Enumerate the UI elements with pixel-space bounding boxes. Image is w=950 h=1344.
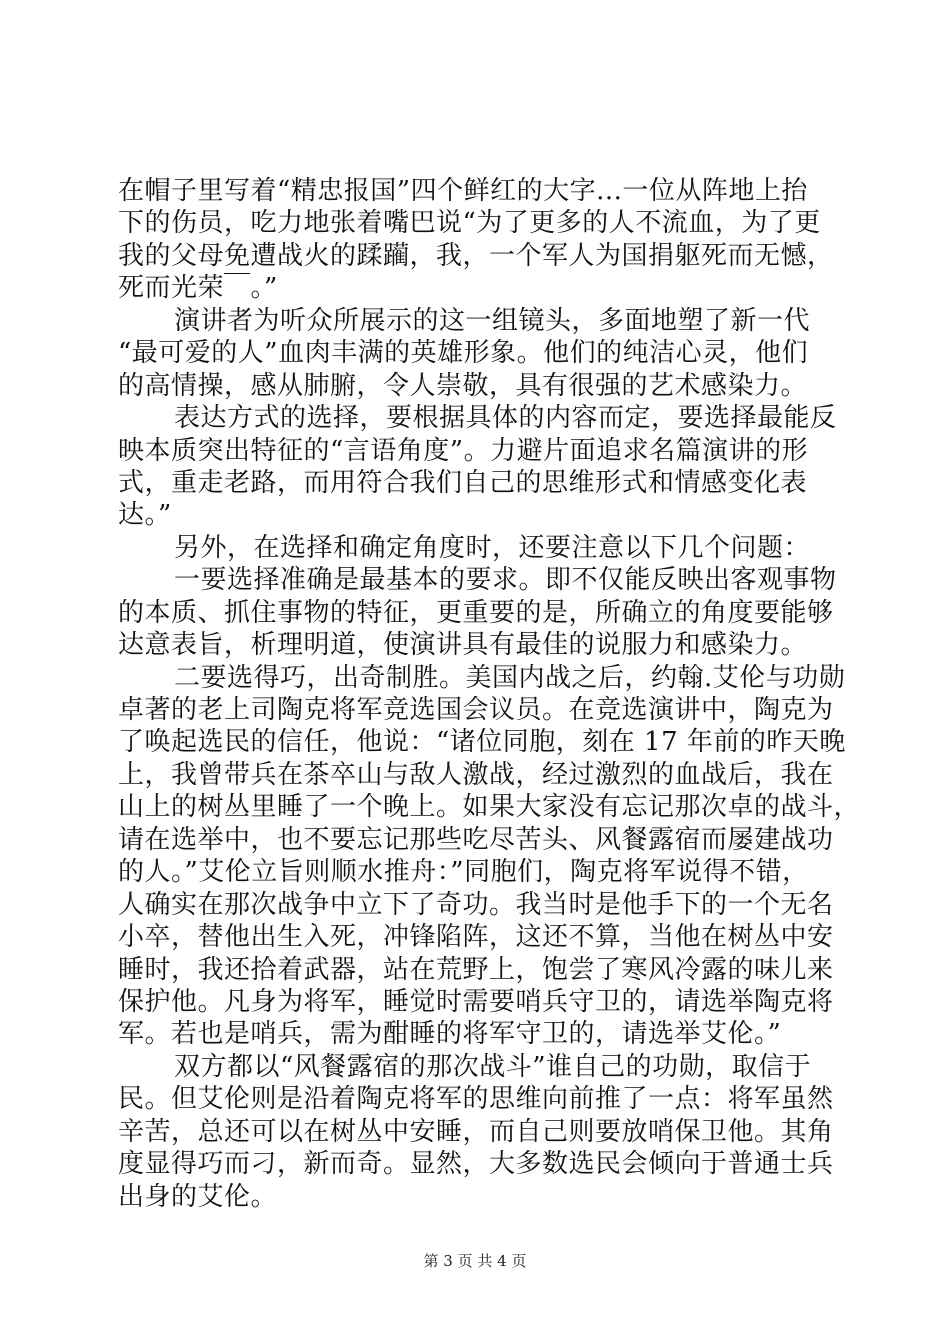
text-line: 在帽子里写着“精忠报国”四个鲜红的大字...一位从阵地上抬 xyxy=(118,176,808,206)
text-line: “最可爱的人”血肉丰满的英雄形象。他们的纯洁心灵，他们 xyxy=(118,338,809,369)
text-line: 度显得巧而刁，新而奇。显然，大多数选民会倾向于普通士兵 xyxy=(118,1149,834,1180)
text-line: 山上的树丛里睡了一个晚上。如果大家没有忘记那次卓的战斗， xyxy=(118,792,861,823)
text-line: 二要选得巧，出奇制胜。美国内战之后，约翰.艾伦与功勋 xyxy=(174,662,846,693)
text-line: 双方都以“风餐露宿的那次战斗”谁自己的功勋，取信于 xyxy=(174,1051,812,1082)
text-line: 出身的艾伦。 xyxy=(118,1181,278,1212)
text-line: 映本质突出特征的“言语角度”。力避片面追求名篇演讲的形 xyxy=(118,435,809,466)
text-line: 保护他。凡身为将军，睡觉时需要哨兵守卫的，请选举陶克将 xyxy=(118,986,834,1017)
text-line: 下的伤员，吃力地张着嘴巴说“为了更多的人不流血，为了更 xyxy=(118,208,821,239)
document-body xyxy=(118,175,861,1213)
text-line: 民。但艾伦则是沿着陶克将军的思维向前推了一点：将军虽然 xyxy=(118,1084,834,1115)
text-line: 死而光荣￣。” xyxy=(118,273,278,304)
text-line: 达意表旨，析理明道，使演讲具有最佳的说服力和感染力。 xyxy=(118,630,808,661)
text-line: 表达方式的选择，要根据具体的内容而定，要选择最能反 xyxy=(174,403,837,434)
text-line: 的人。”艾伦立旨则顺水推舟：”同胞们，陶克将军说得不错， xyxy=(118,857,809,888)
text-line: 请在选举中，也不要忘记那些吃尽苦头、风餐露宿而屡建战功 xyxy=(118,824,834,855)
text-line: 卓著的老上司陶克将军竞选国会议员。在竞选演讲中，陶克为 xyxy=(118,695,834,725)
text-line: 另外，在选择和确定角度时，还要注意以下几个问题： xyxy=(174,532,811,563)
text-line: 的本质、抓住事物的特征，更重要的是，所确立的角度要能够 xyxy=(118,597,834,628)
text-line: 上，我曾带兵在茶卒山与敌人激战，经过激烈的血战后，我在 xyxy=(118,759,834,790)
text-line: 我的父母免遭战火的蹂躏，我，一个军人为国捐躯死而无憾， xyxy=(118,240,834,271)
text-line: 了唤起选民的信任，他说：“诸位同胞，刻在 17 年前的昨天晚 xyxy=(118,727,846,758)
text-line: 式，重走老路，而用符合我们自己的思维形式和情感变化表 xyxy=(118,467,808,498)
text-line: 小卒，替他出生入死，冲锋陷阵，这还不算，当他在树丛中安 xyxy=(118,922,834,953)
text-line: 达。” xyxy=(118,500,172,531)
text-line: 演讲者为听众所展示的这一组镜头，多面地塑了新一代 xyxy=(174,305,811,336)
text-line: 一要选择准确是最基本的要求。即不仅能反映出客观事物 xyxy=(174,565,837,596)
text-line: 军。若也是哨兵，需为酣睡的将军守卫的，请选举艾伦。” xyxy=(118,1019,782,1050)
page-footer: 第 3 页 共 4 页 xyxy=(423,1252,527,1270)
text-line: 人确实在那次战争中立下了奇功。我当时是他手下的一个无名 xyxy=(118,889,834,920)
text-line: 的高情操，感从肺腑，令人崇敬，具有很强的艺术感染力。 xyxy=(118,370,808,401)
text-line: 辛苦，总还可以在树丛中安睡，而自己则要放哨保卫他。其角 xyxy=(118,1116,834,1147)
text-line: 睡时，我还拾着武器，站在荒野上，饱尝了寒风冷露的味儿来 xyxy=(118,954,834,985)
